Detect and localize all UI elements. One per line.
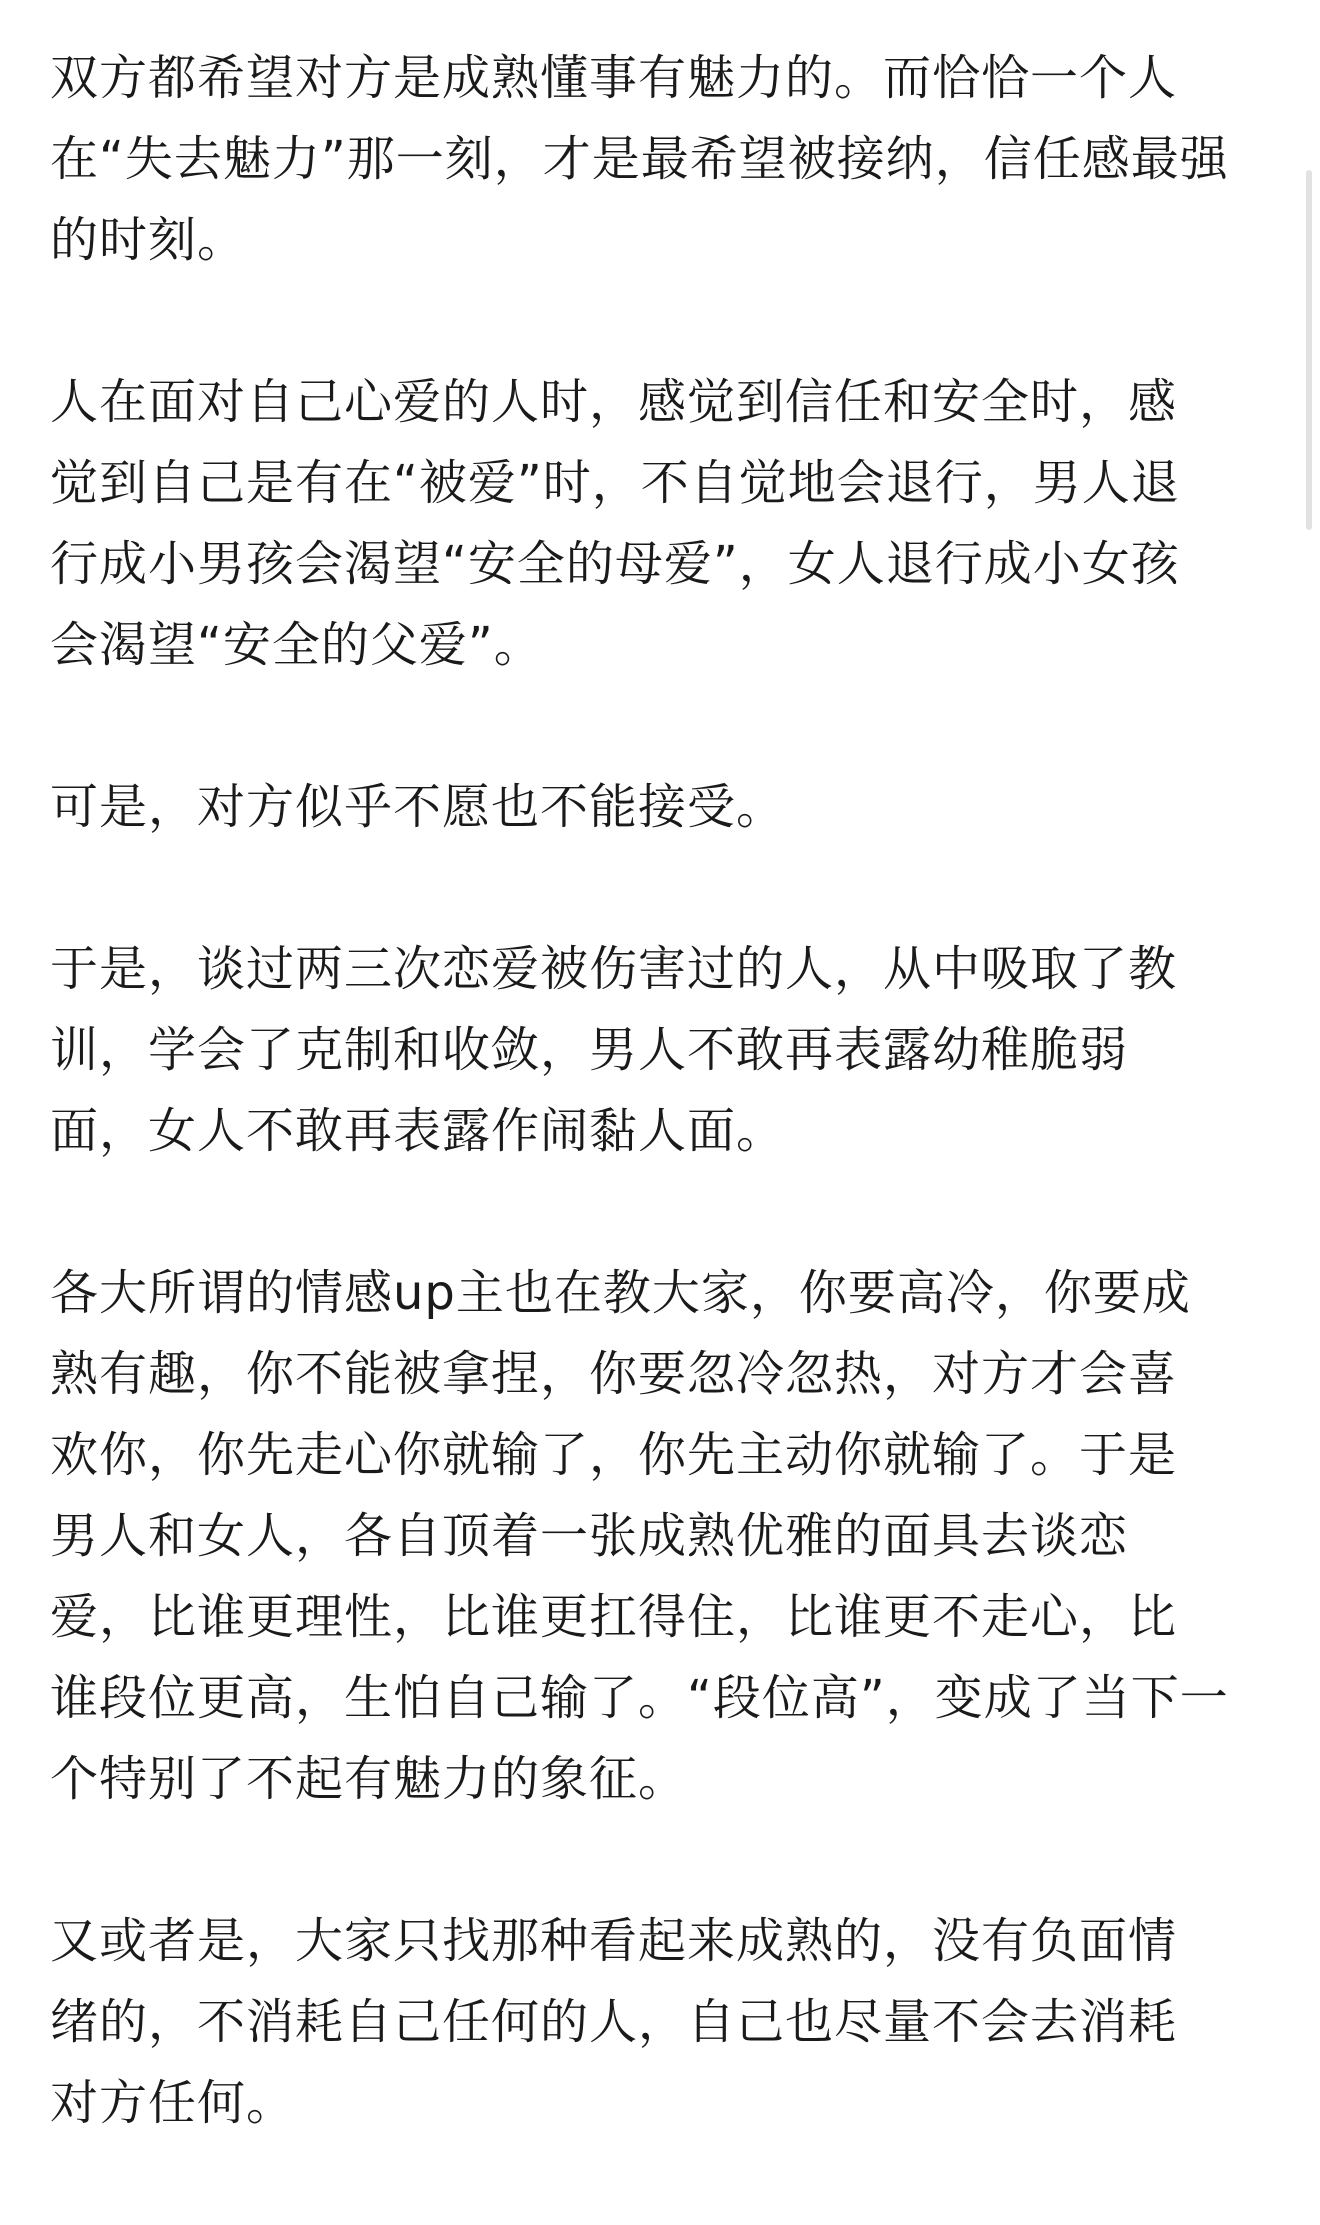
text-line: 觉到自己是有在“被爱”时，不自觉地会退行，男人退	[50, 455, 1180, 511]
paragraph-1	[50, 38, 1260, 281]
text-line: 熟有趣，你不能被拿捏，你要忽冷忽热，对方才会喜	[50, 1346, 1178, 1402]
paragraph-6	[50, 1901, 1260, 2144]
text-line: 双方都希望对方是成熟懂事有魅力的。而恰恰一个人	[50, 50, 1178, 106]
text-line: 的时刻。	[50, 212, 247, 268]
text-line: 绪的，不消耗自己任何的人，自己也尽量不会去消耗	[50, 1994, 1178, 2050]
text-line: 谁段位更高，生怕自己输了。“段位高”，变成了当下一	[50, 1670, 1229, 1726]
text-line: 个特别了不起有魅力的象征。	[50, 1751, 688, 1807]
text-line: 各大所谓的情感up主也在教大家，你要高冷，你要成	[50, 1265, 1191, 1321]
text-line: 对方任何。	[50, 2075, 296, 2131]
text-line: 在“失去魅力”那一刻，才是最希望被接纳，信任感最强	[50, 131, 1229, 187]
text-line: 可是，对方似乎不愿也不能接受。	[50, 779, 786, 835]
text-line: 训，学会了克制和收敛，男人不敢再表露幼稚脆弱	[50, 1022, 1129, 1078]
text-line: 会渴望“安全的父爱”。	[50, 617, 543, 673]
text-line: 于是，谈过两三次恋爱被伤害过的人，从中吸取了教	[50, 941, 1178, 997]
text-line: 爱，比谁更理性，比谁更扛得住，比谁更不走心，比	[50, 1589, 1178, 1645]
text-line: 欢你，你先走心你就输了，你先主动你就输了。于是	[50, 1427, 1178, 1483]
text-line: 又或者是，大家只找那种看起来成熟的，没有负面情	[50, 1913, 1178, 1969]
scrollbar[interactable]	[1306, 170, 1312, 530]
paragraph-3	[50, 767, 1260, 848]
article-body	[50, 38, 1260, 2225]
paragraph-4	[50, 929, 1260, 1172]
text-line: 面，女人不敢再表露作闹黏人面。	[50, 1103, 786, 1159]
text-line: 行成小男孩会渴望“安全的母爱”，女人退行成小女孩	[50, 536, 1180, 592]
text-line: 人在面对自己心爱的人时，感觉到信任和安全时，感	[50, 374, 1178, 430]
paragraph-5	[50, 1253, 1260, 1820]
paragraph-2	[50, 362, 1260, 686]
text-line: 男人和女人，各自顶着一张成熟优雅的面具去谈恋	[50, 1508, 1129, 1564]
